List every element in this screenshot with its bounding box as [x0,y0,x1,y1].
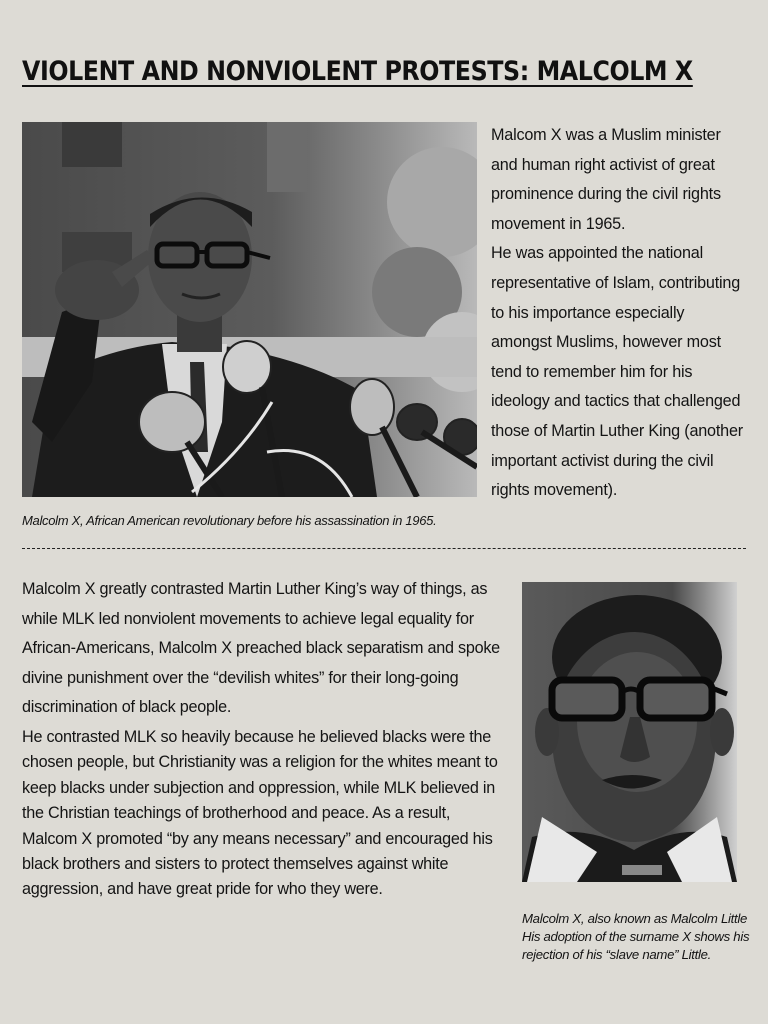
photo-2-caption [522,910,762,964]
bio-paragraph: Malcom X was a Muslim minister and human right activist of great prominence during the civil rights movement in 1965. [491,126,721,233]
dashed-divider [22,548,746,549]
body-paragraph: Malcolm X greatly contrasted Martin Luther King’s way of things, as while MLK led nonviolent movements to achieve legal equality for African-Americans, Malcolm X preached black separatism and spoke divine punishment over the “devilish whites” for their long-going discrimination of black people. [22,580,500,717]
page-title: VIOLENT AND NONVIOLENT PROTESTS: MALCOLM X [22,56,693,87]
caption-line: rejection of his “slave name” Little. [522,947,711,962]
caption-line: Malcolm X, also known as Malcolm Little [522,911,748,926]
photo-malcolm-x-speaking [22,122,477,497]
photo-1-caption: Malcolm X, African American revolutionary before his assassination in 1965. [22,513,437,528]
bio-text [491,121,746,506]
body-paragraph: He contrasted MLK so heavily because he believed blacks were the chosen people, but Christianity was a religion for the whites meant to keep blacks under subjection and oppression, while MLK believed in the Christian teachings of brotherhood and peace. As a result, Malcom X promoted “by any means necessary” and encouraged his black brothers and sisters to protect themselves against white aggression, and have great pride for who they were. [22,727,498,899]
caption-line: His adoption of the surname X shows his [522,929,750,944]
bio-paragraph: He was appointed the national representative of Islam, contributing to his importance especially amongst Muslims, however most tend to remember him for his ideology and tactics that challenged those of Martin Luther King (another important activist during the civil rights movement). [491,244,743,500]
photo-malcolm-x-portrait [522,582,737,882]
body-text [22,575,507,903]
